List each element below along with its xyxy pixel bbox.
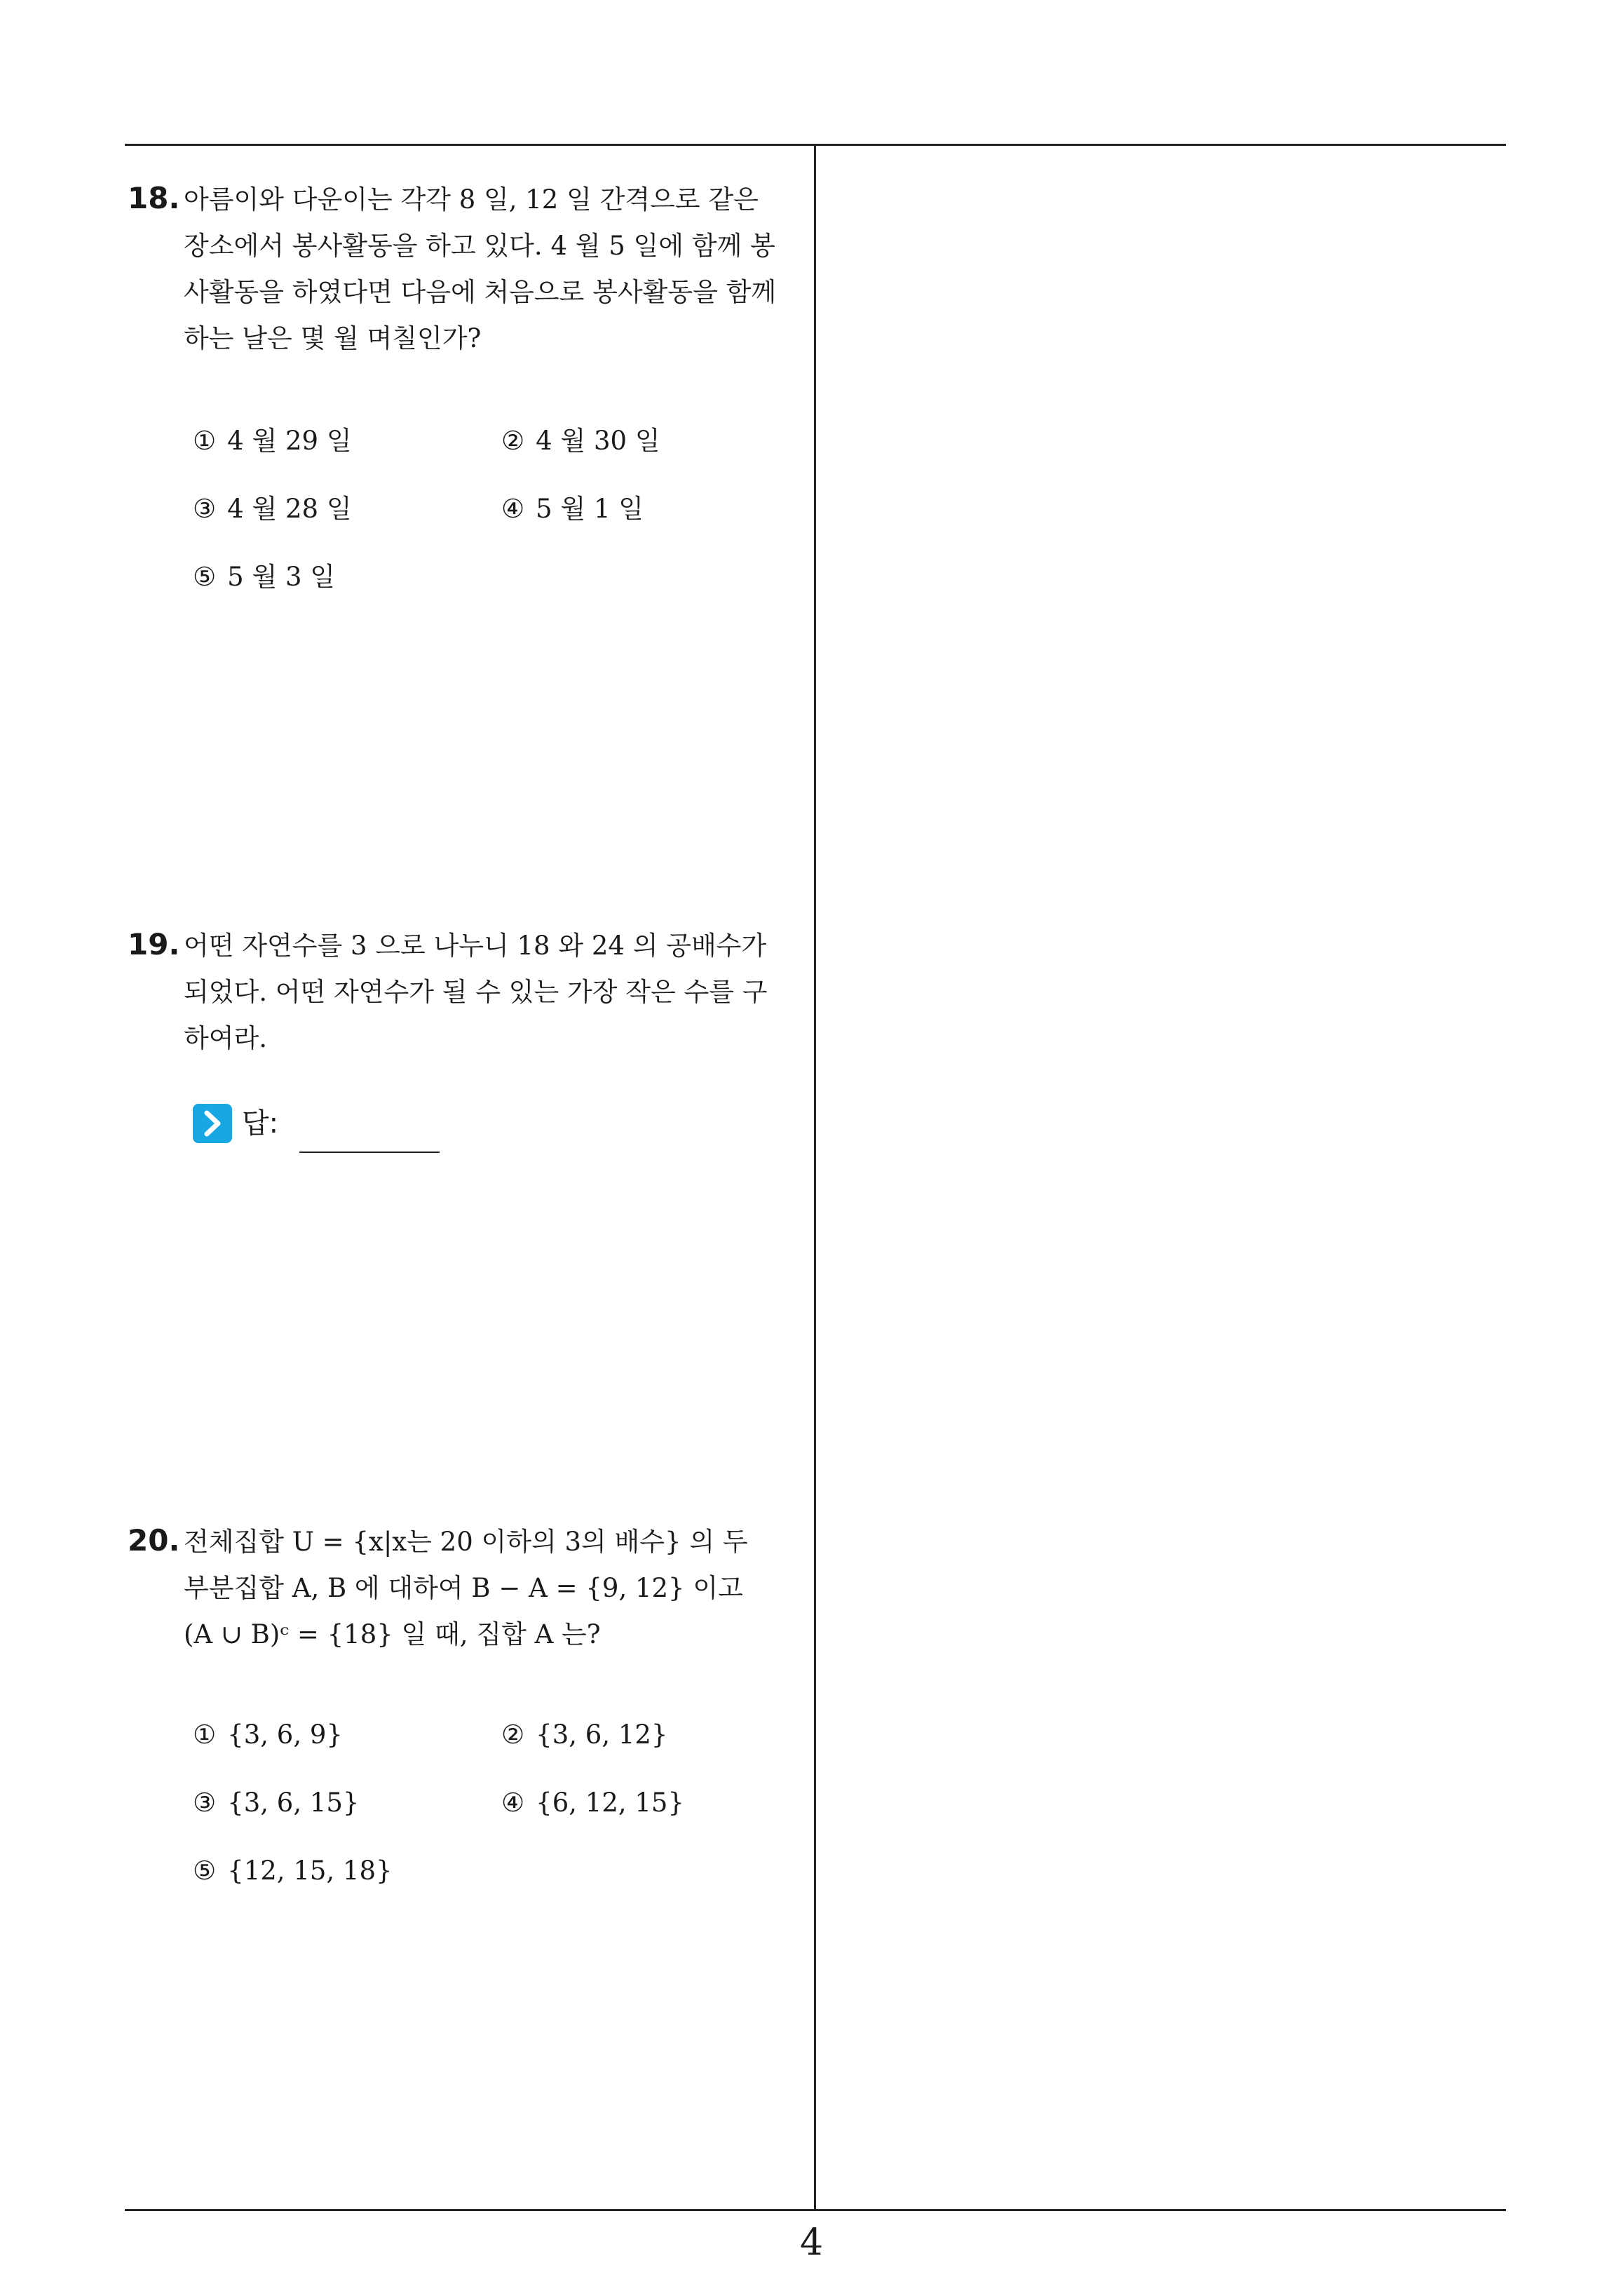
choice-mark: ⑤ bbox=[193, 562, 217, 592]
question-line: 사활동을 하였다면 다음에 처음으로 봉사활동을 함께 bbox=[184, 277, 777, 307]
answer-row bbox=[193, 1100, 473, 1142]
answer-label: 답: bbox=[242, 1107, 279, 1140]
choice-mark: ⑤ bbox=[193, 1856, 217, 1886]
choice-mark: ② bbox=[501, 426, 525, 456]
choice-mark: ① bbox=[193, 1720, 217, 1750]
choice-text: {3, 6, 12} bbox=[536, 1720, 668, 1750]
question-19-number: 19. bbox=[128, 927, 180, 961]
choice-18-5[interactable] bbox=[193, 555, 335, 593]
question-line: 하여라. bbox=[184, 1023, 267, 1053]
choice-mark: ③ bbox=[193, 494, 217, 524]
question-line: 장소에서 봉사활동을 하고 있다. 4 월 5 일에 함께 봉 bbox=[184, 231, 775, 261]
choice-20-1[interactable] bbox=[193, 1720, 343, 1750]
choice-18-4[interactable] bbox=[501, 487, 644, 525]
choice-mark: ④ bbox=[501, 1788, 525, 1818]
choice-text: 5 월 1 일 bbox=[536, 494, 644, 524]
question-line: 하는 날은 몇 월 며칠인가? bbox=[184, 323, 482, 353]
choice-text: 4 월 28 일 bbox=[227, 494, 352, 524]
question-line: (A ∪ B)ᶜ = {18} 일 때, 집합 A 는? bbox=[184, 1619, 601, 1649]
arrow-right-icon bbox=[193, 1104, 232, 1143]
choice-text: {12, 15, 18} bbox=[227, 1856, 393, 1886]
choice-18-3[interactable] bbox=[193, 487, 352, 525]
choice-text: 5 월 3 일 bbox=[227, 562, 336, 592]
question-line: 아름이와 다운이는 각각 8 일, 12 일 간격으로 같은 bbox=[184, 184, 759, 215]
question-line: 어떤 자연수를 3 으로 나누니 18 와 24 의 공배수가 bbox=[184, 931, 767, 961]
question-19-text bbox=[184, 923, 801, 1062]
choice-20-5[interactable] bbox=[193, 1856, 393, 1886]
choice-text: 4 월 29 일 bbox=[227, 426, 352, 456]
choice-mark: ④ bbox=[501, 494, 525, 524]
choice-18-1[interactable] bbox=[193, 419, 352, 457]
choice-mark: ② bbox=[501, 1720, 525, 1750]
choice-20-4[interactable] bbox=[501, 1788, 684, 1818]
choice-20-3[interactable] bbox=[193, 1788, 359, 1818]
choice-mark: ③ bbox=[193, 1788, 217, 1818]
question-18-text bbox=[184, 177, 801, 362]
choice-text: {3, 6, 15} bbox=[227, 1788, 360, 1818]
choice-text: 4 월 30 일 bbox=[536, 426, 660, 456]
question-line: 전체집합 U = {x|x는 20 이하의 3의 배수} 의 두 bbox=[184, 1527, 748, 1557]
question-line: 부분집합 A, B 에 대하여 B − A = {9, 12} 이고 bbox=[184, 1573, 743, 1603]
choice-text: {6, 12, 15} bbox=[536, 1788, 685, 1818]
choice-20-2[interactable] bbox=[501, 1720, 667, 1750]
question-18-number: 18. bbox=[128, 181, 180, 215]
choice-18-2[interactable] bbox=[501, 419, 660, 457]
question-20-number: 20. bbox=[128, 1523, 180, 1558]
column-divider bbox=[814, 144, 816, 2211]
answer-blank[interactable] bbox=[299, 1152, 440, 1153]
choice-mark: ① bbox=[193, 426, 217, 456]
footer-rule bbox=[125, 2209, 1506, 2211]
question-line: 되었다. 어떤 자연수가 될 수 있는 가장 작은 수를 구 bbox=[184, 977, 768, 1007]
question-20-text bbox=[184, 1519, 801, 1658]
page-number: 4 bbox=[799, 2222, 824, 2264]
choice-text: {3, 6, 9} bbox=[227, 1720, 343, 1750]
